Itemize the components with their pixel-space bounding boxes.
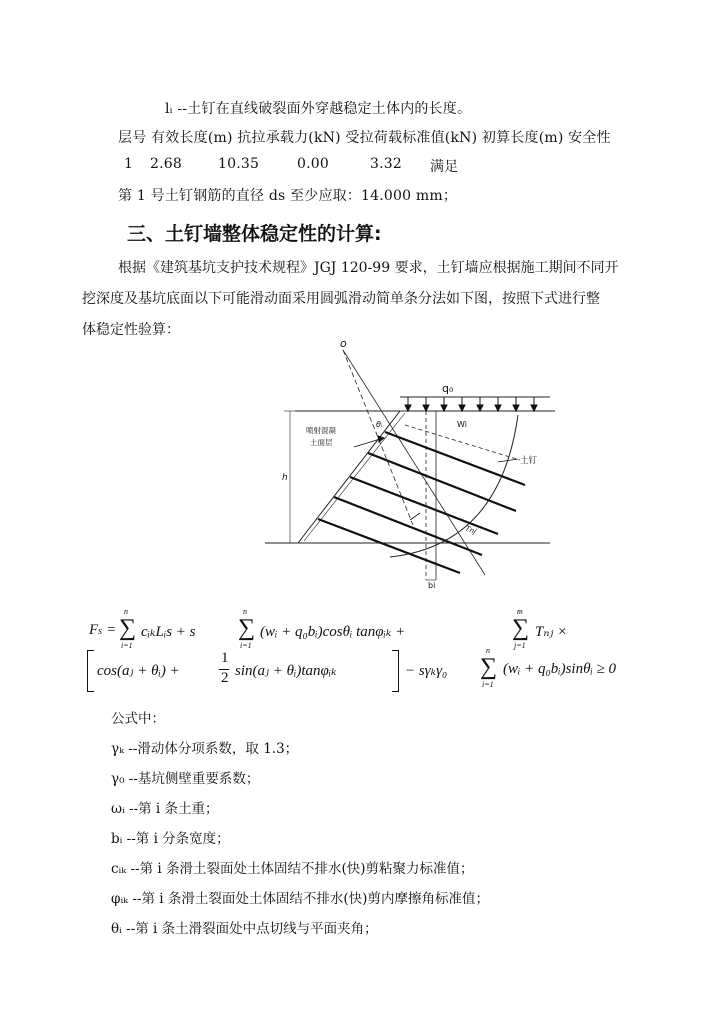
formula-final-term: (wᵢ + q₀bᵢ)sinθᵢ ≥ 0	[503, 661, 617, 677]
cell-load: 0.00	[297, 156, 329, 172]
sum-upper-limit: n	[243, 607, 247, 616]
sum-lower-limit: j=1	[514, 641, 526, 650]
definition-item: γₖ --滑动体分项系数，取 1.3；	[111, 741, 299, 757]
sum-symbol: ∑	[238, 615, 256, 641]
facing-label-1: 喷射混凝	[306, 426, 336, 435]
formula-term-3: Tₙⱼ ×	[535, 624, 568, 640]
fs-symbol: Fs	[89, 622, 103, 638]
sum-upper-limit: n	[486, 646, 490, 655]
fraction-numerator: 1	[221, 650, 229, 666]
soil-nail	[334, 497, 482, 555]
q0-label: q₀	[442, 382, 454, 395]
cell-capacity: 10.35	[218, 156, 260, 172]
sum-upper-limit: n	[124, 607, 128, 616]
li-definition: lᵢ --土钉在直线破裂面外穿越稳定土体内的长度。	[165, 101, 472, 117]
fraction-denominator: 2	[221, 670, 229, 686]
soil-nail	[318, 519, 460, 573]
sum-lower-limit: i=1	[482, 680, 494, 689]
wi-label: Wi	[457, 420, 467, 429]
cell-length: 2.68	[150, 156, 182, 172]
definition-item: θᵢ --第 i 条土滑裂面处中点切线与平面夹角；	[111, 921, 378, 937]
definitions-intro: 公式中：	[111, 711, 165, 727]
soil-nail	[350, 477, 498, 534]
formula-cos-term: cos(aⱼ + θᵢ) +	[97, 663, 180, 679]
definition-item: cᵢₖ --第 i 条滑土裂面处土体固结不排水(快)剪粘聚力标准值；	[111, 861, 474, 877]
table-header: 层号 有效长度(m) 抗拉承载力(kN) 受拉荷载标准值(kN) 初算长度(m) 安全性	[118, 130, 611, 146]
nail-label: 土钉	[520, 456, 538, 466]
facing-label-2: 土面层	[310, 438, 333, 447]
bi-label: bi	[428, 581, 436, 590]
center-label: o	[340, 337, 347, 350]
tnj-label: Tnj	[464, 524, 478, 536]
definition-item: bᵢ --第 i 分条宽度；	[111, 831, 230, 847]
section-title: 三、土钉墙整体稳定性的计算:	[127, 223, 382, 245]
intro-paragraph	[82, 253, 619, 346]
formula-gamma-term: − sγₖγ₀	[405, 663, 448, 679]
paragraph-line: 挖深度及基坑底面以下可能滑动面采用圆弧滑动简单条分法如下图，按照下式进行整	[82, 291, 600, 307]
sum-lower-limit: i=1	[121, 641, 133, 650]
slope-stability-diagram	[250, 335, 560, 590]
definition-item: φᵢₖ --第 i 条滑土裂面处土体固结不排水(快)剪内摩擦角标准值；	[111, 891, 489, 907]
sum-lower-limit: i=1	[240, 641, 252, 650]
sum-upper-limit: m	[517, 607, 523, 616]
cell-init-length: 3.32	[370, 156, 402, 172]
definition-item: γ₀ --基坑侧壁重要系数；	[111, 771, 260, 787]
formula-term-2: (wᵢ + q₀bᵢ)cosθᵢ tanφᵢₖ +	[260, 624, 406, 640]
sum-symbol: ∑	[480, 654, 498, 680]
definition-item: ωᵢ --第 i 条土重；	[111, 801, 219, 817]
cell-layer: 1	[124, 156, 134, 172]
diameter-line: 第 1 号土钉钢筋的直径 ds 至少应取：14.000 mm；	[118, 188, 458, 204]
sum-symbol: ∑	[119, 615, 137, 641]
formula-sin-term: sin(aⱼ + θᵢ)tanφᵢₖ	[235, 663, 337, 679]
paragraph-line: 体稳定性验算：	[82, 322, 180, 338]
sum-symbol: ∑	[512, 615, 530, 641]
theta-label: θᵢ	[376, 420, 383, 429]
cell-safety: 满足	[430, 159, 459, 175]
soil-nail	[368, 453, 516, 511]
height-label: h	[282, 473, 288, 483]
formula-term-1: cᵢₖLᵢs + s	[141, 624, 196, 640]
formula-line-1: Fs = n ∑ i=1 cᵢₖLᵢs + s n ∑ i=1 (wᵢ + q₀bᵢ)cosθᵢ tanφᵢₖ + m ∑ j=1 Tₙⱼ ×	[89, 607, 568, 650]
formula-line-2	[75, 646, 675, 698]
paragraph-line: 根据《建筑基坑支护技术规程》JGJ 120-99 要求，土钉墙应根据施工期间不同开	[118, 260, 619, 276]
